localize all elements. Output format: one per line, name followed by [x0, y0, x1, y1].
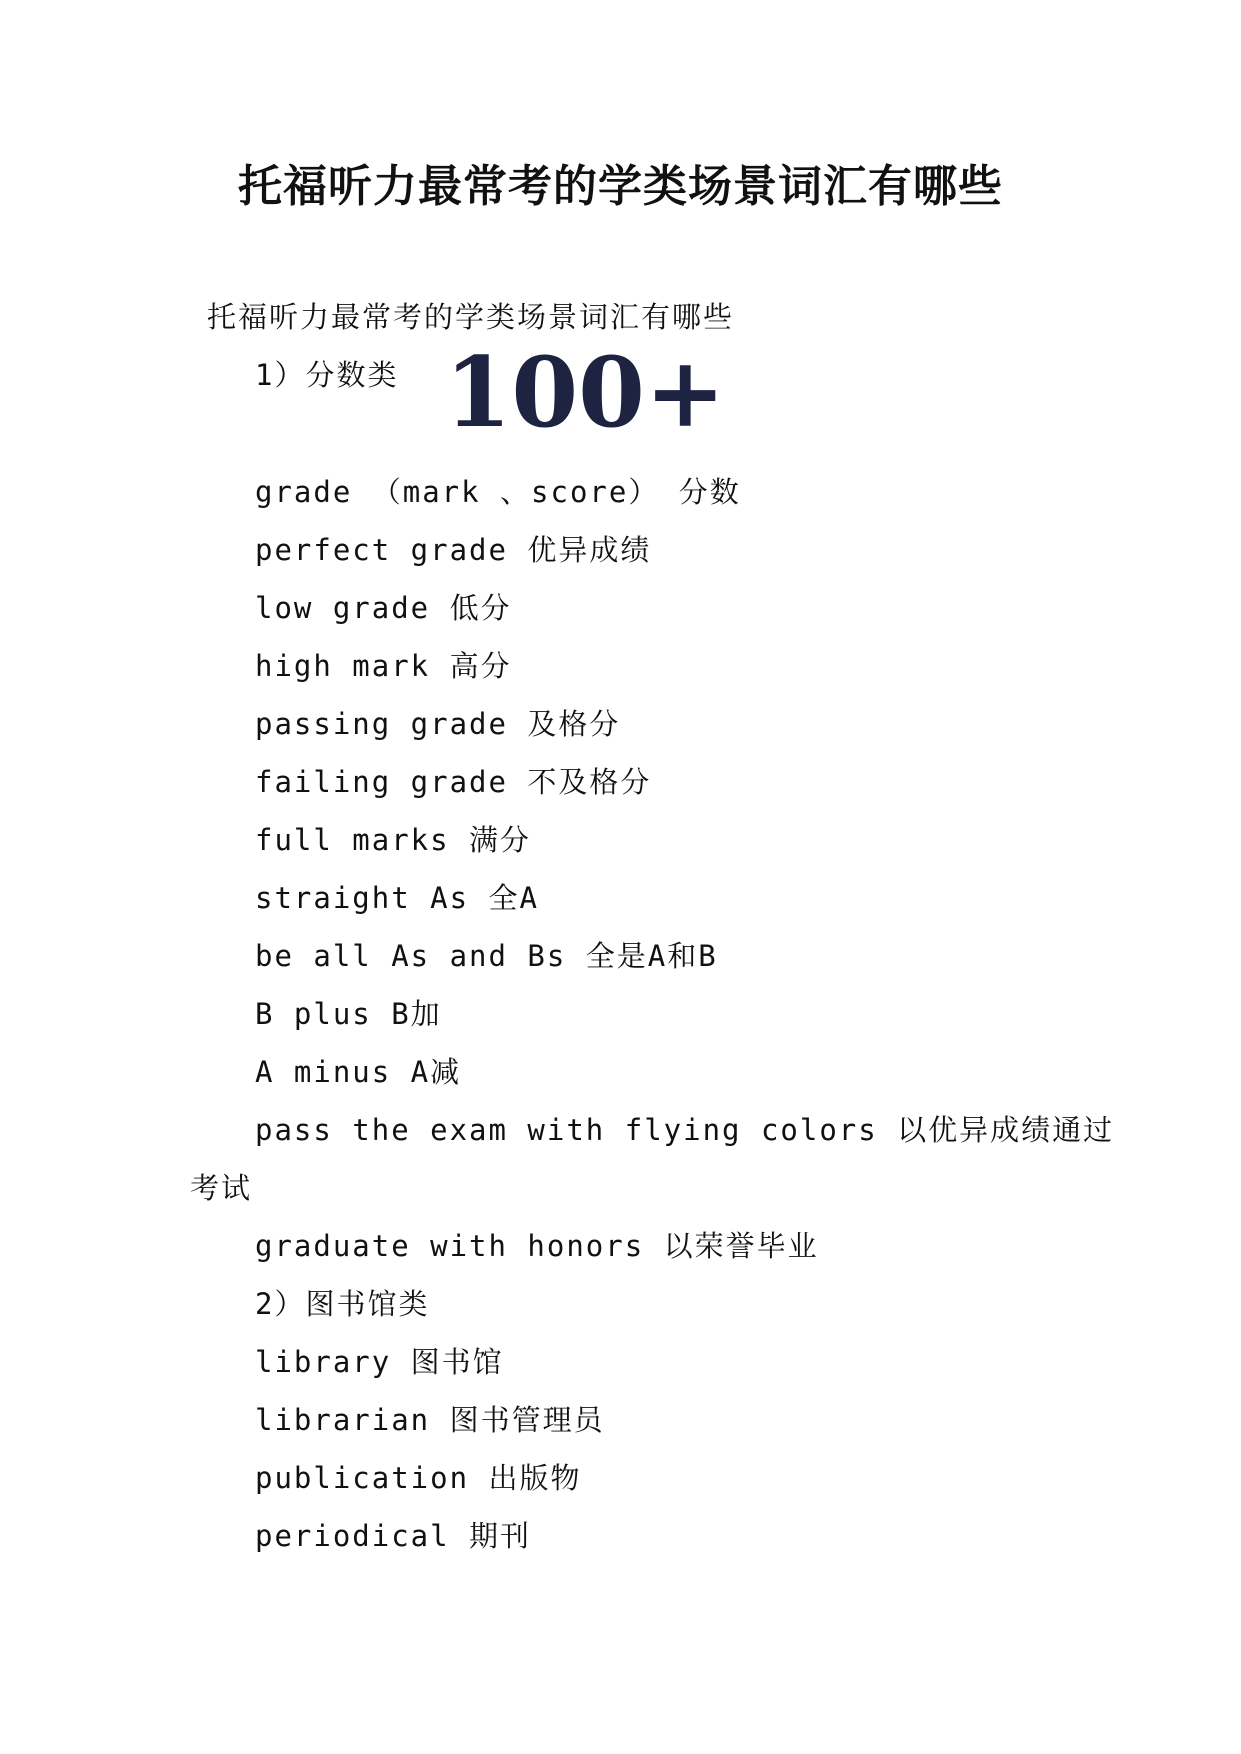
vocab-line: failing grade 不及格分	[255, 765, 652, 799]
vocab-line: full marks 满分	[255, 823, 532, 857]
cropped-score-image	[440, 336, 730, 449]
section-heading-scores: 1）分数类	[255, 358, 399, 392]
vocab-line: library 图书馆	[255, 1345, 504, 1379]
vocab-line: grade （mark 、score） 分数	[255, 475, 741, 509]
vocab-line: perfect grade 优异成绩	[255, 533, 652, 567]
vocab-line: pass the exam with flying colors 以优异成绩通过	[255, 1113, 1115, 1147]
section-heading-library: 2）图书馆类	[255, 1287, 430, 1321]
vocab-line: publication 出版物	[255, 1461, 582, 1495]
vocab-line: graduate with honors 以荣誉毕业	[255, 1229, 819, 1263]
vocab-line-wrap: 考试	[190, 1171, 253, 1205]
vocab-line: periodical 期刊	[255, 1519, 532, 1553]
vocab-line: be all As and Bs 全是A和B	[255, 939, 718, 973]
vocab-line: low grade 低分	[255, 591, 512, 625]
vocab-line: high mark 高分	[255, 649, 512, 683]
vocab-line: passing grade 及格分	[255, 707, 621, 741]
vocab-line: librarian 图书管理员	[255, 1403, 605, 1437]
score-image-graphic	[440, 336, 730, 449]
vocab-line: straight As 全A	[255, 881, 539, 915]
document-subtitle: 托福听力最常考的学类场景词汇有哪些	[207, 300, 735, 334]
vocab-line: B plus B加	[255, 997, 442, 1031]
document-title: 托福听力最常考的学类场景词汇有哪些	[238, 161, 1003, 212]
score-image-text: 100+	[444, 336, 726, 449]
vocab-line: A minus A减	[255, 1055, 462, 1089]
